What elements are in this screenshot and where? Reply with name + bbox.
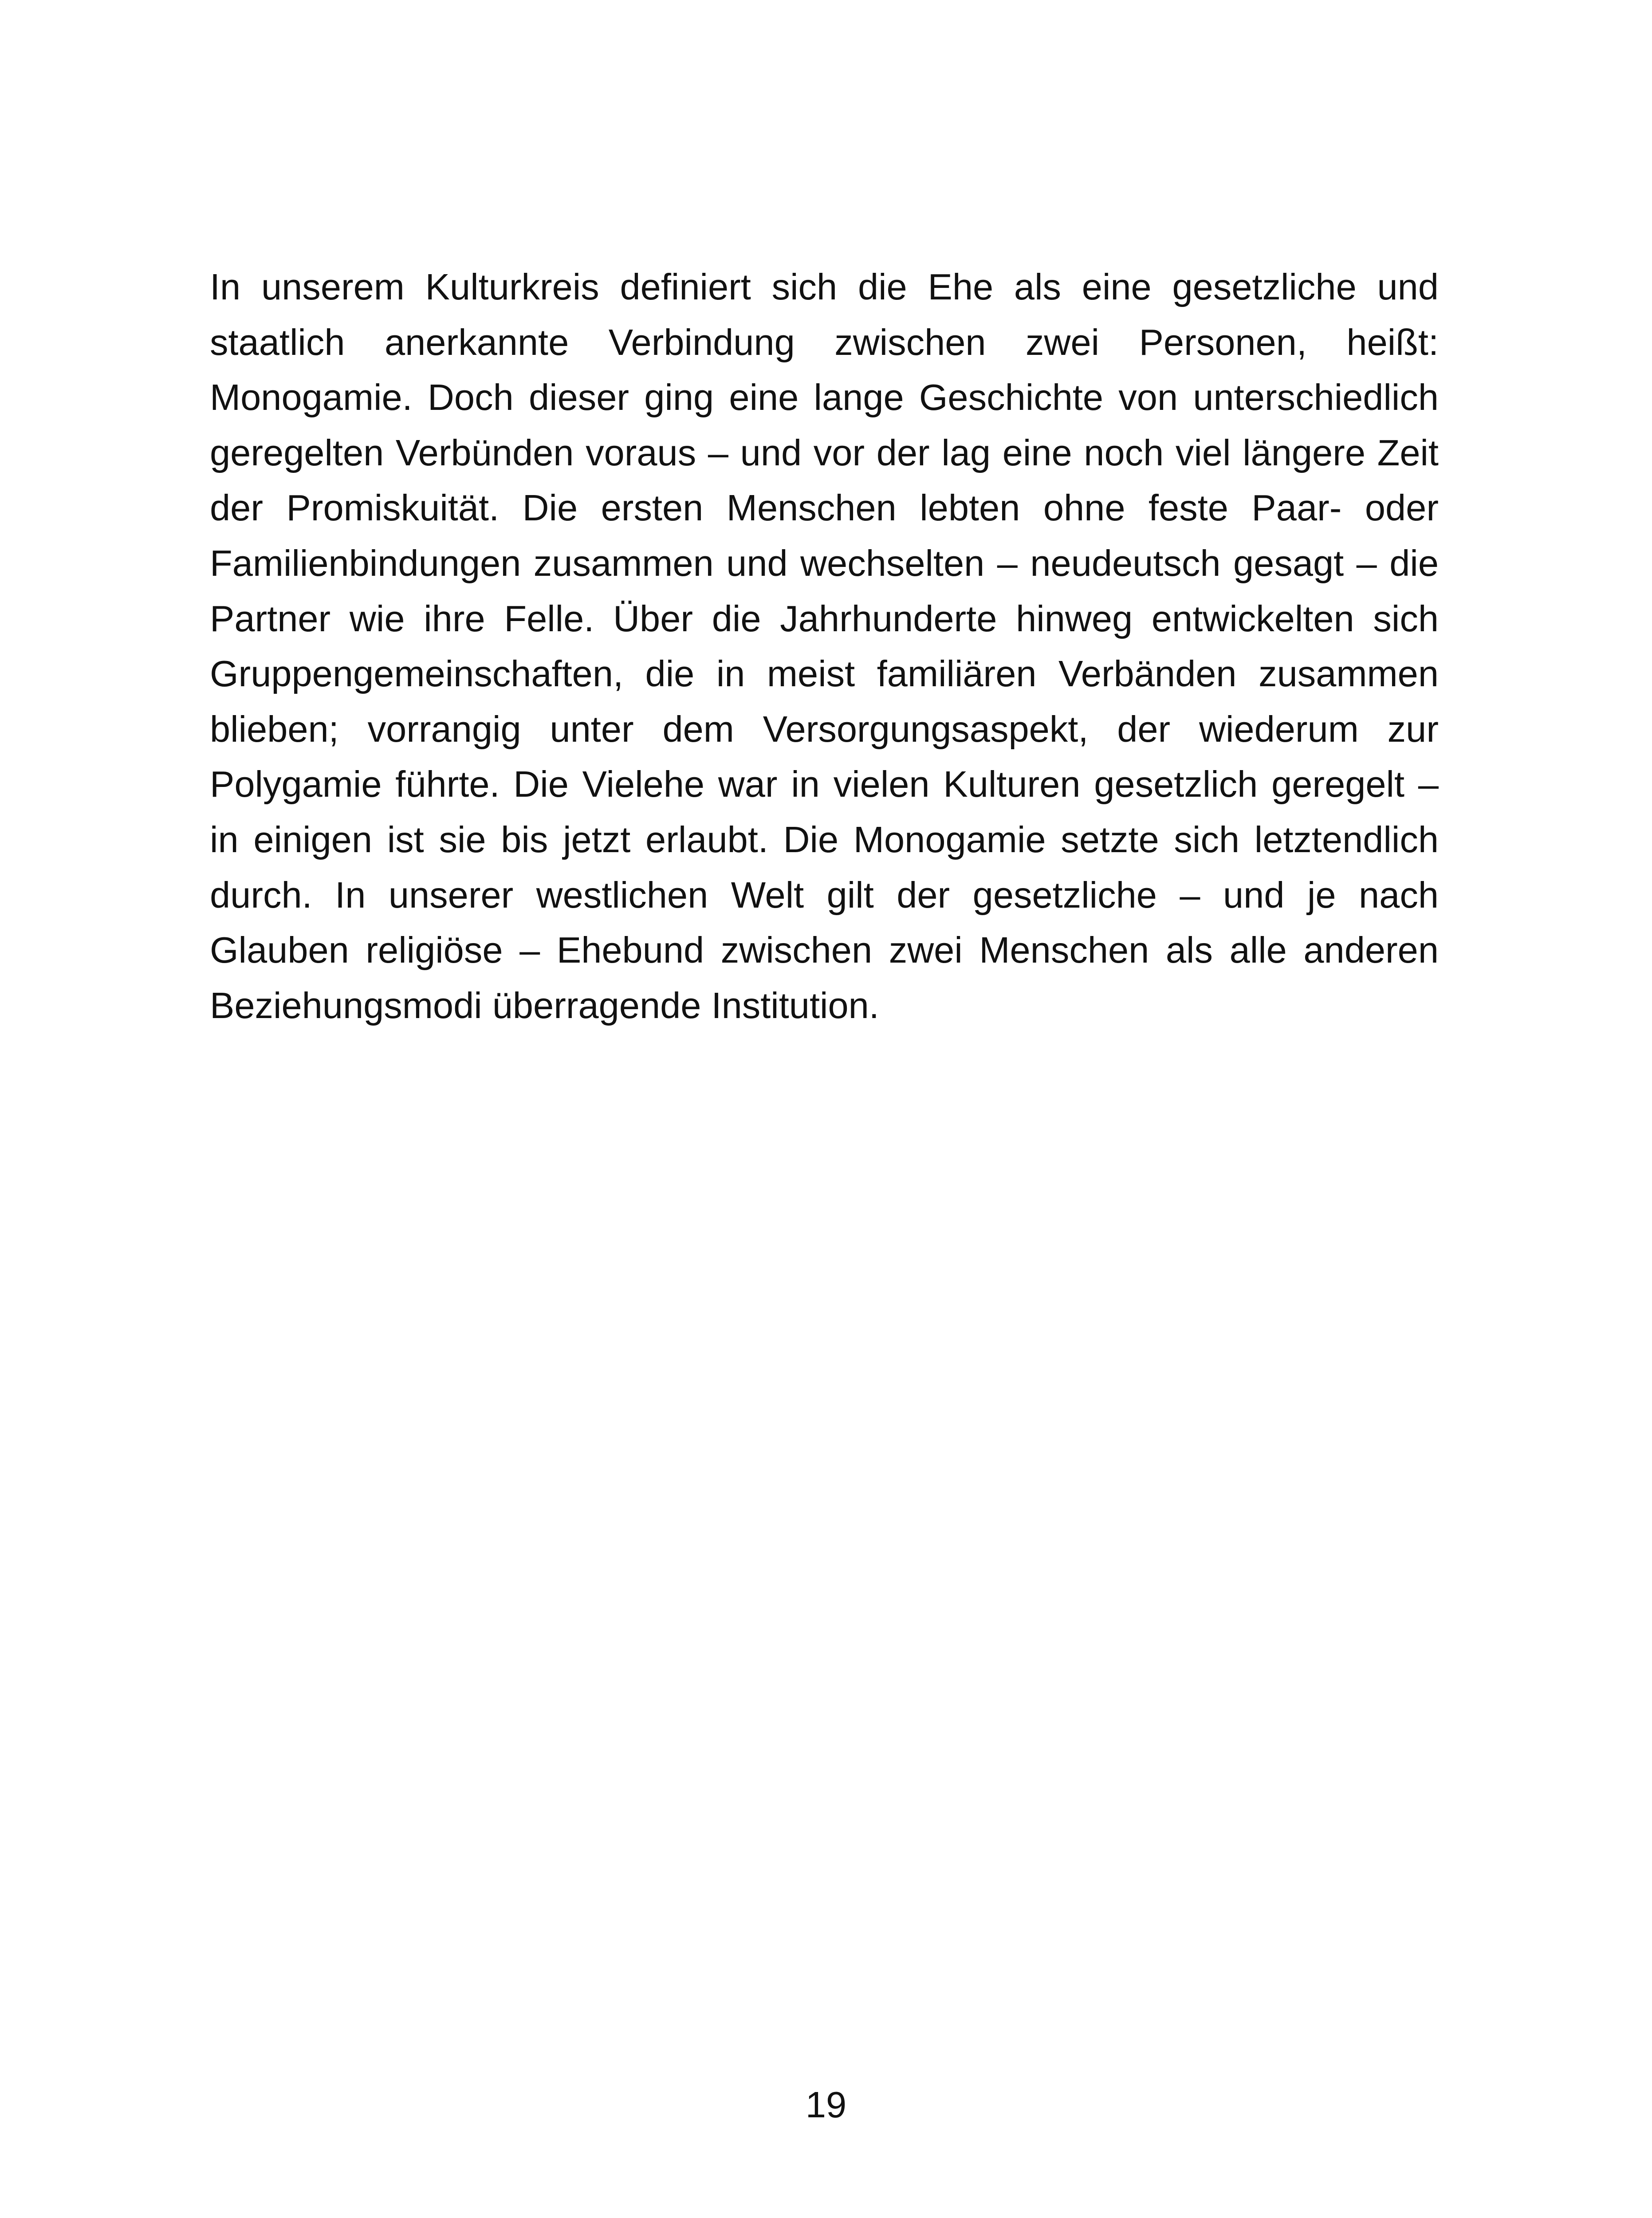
page-number: 19 — [805, 2084, 847, 2125]
body-paragraph: In unserem Kulturkreis definiert sich die Ehe als eine gesetzliche und staatlich anerkannte Verbindung zwischen zwei Personen, heißt: Monogamie. Doch dieser ging eine lange Geschichte von unterschiedlich geregelten Verbünden voraus – und vor der lag eine noch viel längere Zeit der Promiskuität. Die ersten Menschen lebten ohne feste Paar- oder Familienbindungen zusammen und wechselten – neudeutsch gesagt – die Partner wie ihre Felle. Über die Jahrhunderte hinweg entwickelten sich Gruppengemeinschaften, die in meist familiären Verbänden zusammen blieben; vorrangig unter dem Versorgungsaspekt, der wiederum zur Polygamie führte. Die Vielehe war in vielen Kulturen gesetzlich geregelt – in einigen ist sie bis jetzt erlaubt. Die Monogamie setzte sich letztendlich durch. In unserer westlichen Welt gilt der gesetzliche – und je nach Glauben religiöse – Ehebund zwischen zwei Menschen als alle anderen Beziehungsmodi überragende Institution. — [210, 266, 1439, 1026]
